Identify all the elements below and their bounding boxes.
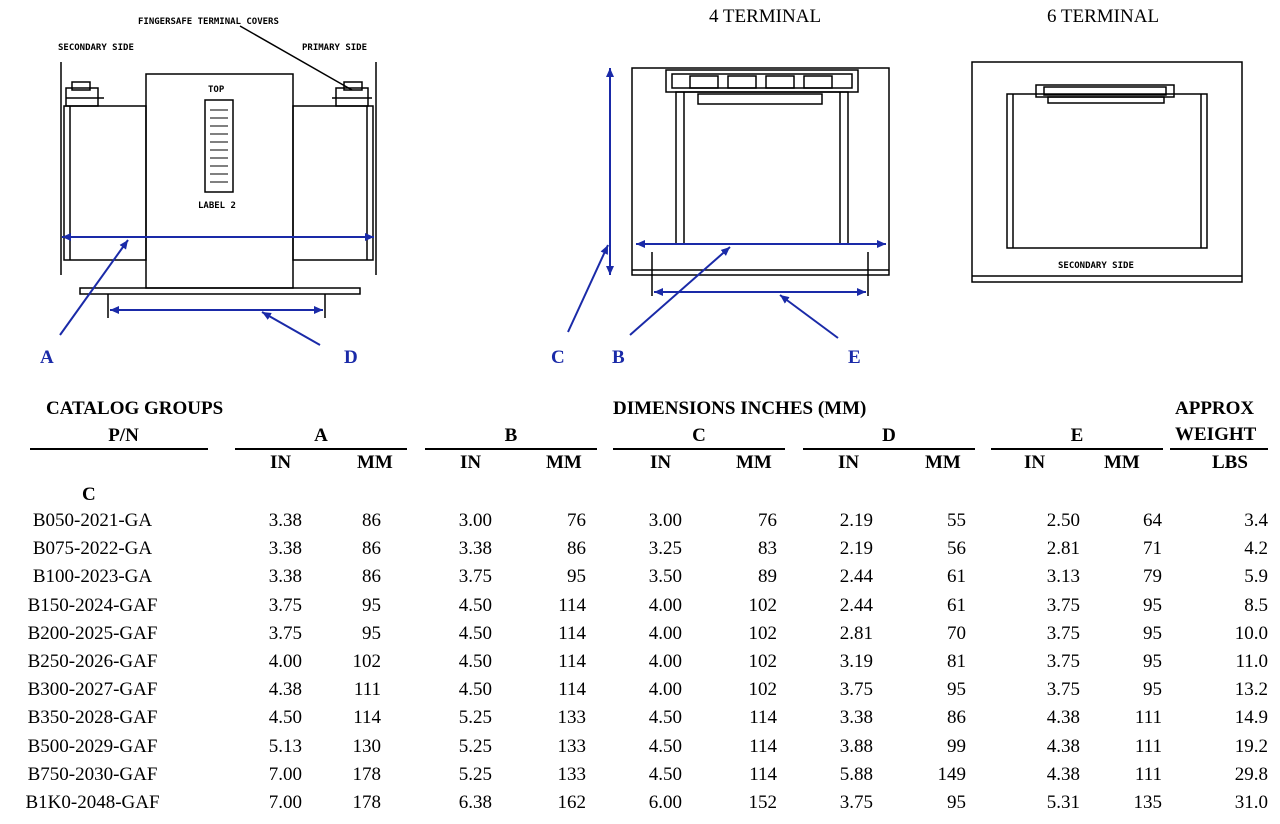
cell-a-mm: 95 (362, 594, 381, 616)
cell-b-mm: 114 (558, 622, 586, 644)
a-in-header: IN (270, 452, 292, 473)
col-d-header: D (882, 425, 896, 446)
cell-d-in: 2.44 (839, 566, 873, 588)
cell-c-mm: 76 (758, 510, 777, 531)
cell-e-mm: 135 (1133, 792, 1162, 813)
cell-c-mm: 83 (758, 538, 777, 560)
cell-pn: B200-2025-GAF (27, 622, 158, 644)
cell-a-mm: 111 (353, 679, 381, 701)
terminal-covers-label: FINGERSAFE TERMINAL COVERS (138, 17, 279, 27)
cell-b-in: 5.25 (458, 735, 492, 757)
side-view-drawing (61, 26, 376, 318)
cell-e-mm: 95 (1143, 679, 1162, 701)
cell-c-mm: 114 (749, 763, 777, 785)
cell-e-mm: 79 (1143, 566, 1162, 588)
col-d-rule (803, 448, 975, 450)
cell-b-in: 3.00 (458, 510, 492, 531)
cell-d-in: 3.19 (839, 651, 873, 672)
d-mm-header: MM (925, 452, 961, 473)
cell-c-in: 4.00 (648, 622, 682, 644)
cell-b-in: 3.75 (458, 566, 492, 588)
cell-b-in: 6.38 (458, 792, 492, 813)
cell-b-in: 5.25 (458, 763, 492, 785)
cell-b-in: 4.50 (458, 679, 492, 701)
cell-b-mm: 114 (558, 679, 586, 701)
cell-c-in: 6.00 (648, 792, 682, 813)
cell-a-in: 4.50 (268, 707, 302, 729)
cell-e-mm: 64 (1143, 510, 1162, 531)
cell-pn: B050-2021-GA (32, 510, 153, 531)
d-in-header: IN (838, 452, 860, 473)
cell-c-in: 3.50 (648, 566, 682, 588)
cell-pn: B350-2028-GAF (27, 707, 158, 729)
cell-a-in: 7.00 (268, 792, 302, 813)
cell-e-in: 4.38 (1046, 735, 1080, 757)
cell-b-mm: 114 (558, 651, 586, 672)
cell-b-in: 4.50 (458, 622, 492, 644)
col-a-rule (235, 448, 407, 450)
cell-d-in: 2.19 (839, 538, 873, 560)
cell-c-mm: 102 (748, 594, 777, 616)
cell-d-mm: 61 (947, 594, 966, 616)
cell-e-in: 2.50 (1046, 510, 1080, 531)
cell-lbs: 14.9 (1234, 707, 1268, 729)
cell-e-mm: 95 (1143, 651, 1162, 672)
cell-lbs: 8.5 (1244, 594, 1268, 616)
cell-b-in: 4.50 (458, 594, 492, 616)
cell-pn: B150-2024-GAF (27, 594, 158, 616)
cell-d-in: 3.75 (839, 792, 873, 813)
cell-c-in: 3.00 (648, 510, 682, 531)
cell-d-in: 3.38 (839, 707, 873, 729)
dimension-e-letter: E (848, 347, 861, 368)
cell-e-in: 3.75 (1046, 622, 1080, 644)
cell-d-mm: 95 (947, 792, 966, 813)
cell-c-in: 4.50 (648, 763, 682, 785)
col-b-rule (425, 448, 597, 450)
cell-lbs: 31.0 (1234, 792, 1268, 813)
cell-pn: B300-2027-GAF (27, 679, 158, 701)
col-b-header: B (504, 425, 518, 446)
cell-a-in: 4.00 (268, 651, 302, 672)
cell-e-mm: 111 (1134, 735, 1162, 757)
cell-e-mm: 95 (1143, 594, 1162, 616)
col-a-header: A (314, 425, 328, 446)
col-c-rule (613, 448, 785, 450)
cell-c-in: 4.00 (648, 594, 682, 616)
dimension-bce-lines (568, 68, 886, 338)
cell-b-mm: 114 (558, 594, 586, 616)
cell-c-mm: 102 (748, 651, 777, 672)
cell-a-in: 3.75 (268, 594, 302, 616)
cell-e-in: 3.75 (1046, 594, 1080, 616)
dimension-d-letter: D (344, 347, 358, 368)
top-label: TOP (208, 85, 225, 95)
dimension-d-line (110, 310, 323, 345)
cell-b-mm: 162 (557, 792, 586, 813)
cell-b-mm: 133 (557, 735, 586, 757)
cell-d-mm: 149 (937, 763, 966, 785)
cell-c-mm: 89 (758, 566, 777, 588)
pn-header: P/N (108, 425, 139, 446)
cell-d-mm: 86 (947, 707, 966, 729)
cell-b-mm: 76 (567, 510, 586, 531)
pn-header-rule (30, 448, 208, 450)
cell-c-in: 3.25 (648, 538, 682, 560)
weight-header-rule (1170, 448, 1268, 450)
col-e-rule (991, 448, 1163, 450)
cell-e-mm: 95 (1143, 622, 1162, 644)
cell-d-in: 3.88 (839, 735, 873, 757)
cell-e-in: 4.38 (1046, 707, 1080, 729)
cell-lbs: 3.4 (1244, 510, 1268, 531)
cell-lbs: 4.2 (1244, 538, 1268, 560)
cell-a-in: 7.00 (268, 763, 302, 785)
cell-lbs: 10.0 (1234, 622, 1268, 644)
catalog-groups-header: CATALOG GROUPS (46, 398, 224, 419)
six-terminal-drawing (972, 62, 1242, 282)
cell-d-mm: 55 (947, 510, 966, 531)
cell-pn: B250-2026-GAF (27, 651, 158, 672)
dimension-c-letter: C (551, 347, 565, 368)
weight-header: WEIGHT (1175, 424, 1257, 445)
cell-d-in: 2.19 (839, 510, 873, 531)
dimensions-header: DIMENSIONS INCHES (MM) (613, 398, 867, 419)
cell-a-mm: 178 (352, 763, 381, 785)
cell-a-in: 3.75 (268, 622, 302, 644)
cell-c-mm: 114 (749, 735, 777, 757)
cell-pn: B1K0-2048-GAF (25, 792, 160, 813)
cell-a-in: 3.38 (268, 538, 302, 560)
cell-d-in: 2.81 (839, 622, 873, 644)
cell-b-in: 5.25 (458, 707, 492, 729)
dimension-a-letter: A (40, 347, 54, 368)
cell-lbs: 19.2 (1234, 735, 1268, 757)
cell-a-mm: 130 (352, 735, 381, 757)
cell-c-mm: 102 (748, 622, 777, 644)
col-c-header: C (692, 425, 706, 446)
group-label: C (82, 484, 96, 505)
cell-pn: B075-2022-GA (32, 538, 153, 560)
cell-a-in: 4.38 (268, 679, 302, 701)
cell-e-mm: 111 (1134, 763, 1162, 785)
a-mm-header: MM (357, 452, 393, 473)
dimension-b-letter: B (612, 347, 625, 368)
cell-c-mm: 114 (749, 707, 777, 729)
six-secondary-side-label: SECONDARY SIDE (1058, 261, 1134, 271)
cell-e-in: 3.13 (1046, 566, 1080, 588)
b-mm-header: MM (546, 452, 582, 473)
four-terminal-drawing (632, 68, 889, 296)
cell-a-mm: 102 (352, 651, 381, 672)
dimension-drawings (0, 0, 1280, 390)
cell-d-mm: 99 (947, 735, 966, 757)
cell-b-mm: 133 (557, 707, 586, 729)
cell-pn: B750-2030-GAF (27, 763, 158, 785)
cell-a-mm: 178 (352, 792, 381, 813)
cell-lbs: 11.0 (1235, 651, 1268, 672)
cell-d-in: 3.75 (839, 679, 873, 701)
cell-e-in: 4.38 (1046, 763, 1080, 785)
cell-e-mm: 111 (1134, 707, 1162, 729)
c-in-header: IN (650, 452, 672, 473)
four-terminal-title: 4 TERMINAL (709, 6, 822, 27)
cell-lbs: 5.9 (1244, 566, 1268, 588)
cell-lbs: 29.8 (1234, 763, 1268, 785)
cell-c-in: 4.50 (648, 707, 682, 729)
cell-a-mm: 86 (362, 538, 381, 560)
cell-b-mm: 86 (567, 538, 586, 560)
label-2-text: LABEL 2 (198, 201, 236, 211)
cell-c-in: 4.50 (648, 735, 682, 757)
e-in-header: IN (1024, 452, 1046, 473)
lbs-header: LBS (1212, 452, 1248, 473)
cell-e-in: 3.75 (1046, 651, 1080, 672)
cell-b-in: 4.50 (458, 651, 492, 672)
cell-pn: B500-2029-GAF (27, 735, 158, 757)
approx-header: APPROX (1175, 398, 1255, 419)
cell-lbs: 13.2 (1234, 679, 1268, 701)
cell-pn: B100-2023-GA (32, 566, 153, 588)
b-in-header: IN (460, 452, 482, 473)
cell-d-mm: 56 (947, 538, 966, 560)
cell-c-in: 4.00 (648, 679, 682, 701)
cell-d-mm: 95 (947, 679, 966, 701)
cell-e-in: 2.81 (1046, 538, 1080, 560)
cell-b-mm: 95 (567, 566, 586, 588)
cell-b-in: 3.38 (458, 538, 492, 560)
six-terminal-title: 6 TERMINAL (1047, 6, 1160, 27)
cell-e-in: 5.31 (1046, 792, 1080, 813)
cell-d-in: 2.44 (839, 594, 873, 616)
e-mm-header: MM (1104, 452, 1140, 473)
dimension-a-line (60, 237, 374, 335)
cell-a-in: 3.38 (268, 566, 302, 588)
cell-a-mm: 95 (362, 622, 381, 644)
cell-a-mm: 114 (353, 707, 381, 729)
cell-d-mm: 81 (947, 651, 966, 672)
c-mm-header: MM (736, 452, 772, 473)
cell-d-in: 5.88 (839, 763, 873, 785)
cell-a-in: 5.13 (268, 735, 302, 757)
cell-c-in: 4.00 (648, 651, 682, 672)
cell-a-in: 3.38 (268, 510, 302, 531)
cell-d-mm: 70 (947, 622, 966, 644)
cell-a-mm: 86 (362, 566, 381, 588)
cell-b-mm: 133 (557, 763, 586, 785)
col-e-header: E (1070, 425, 1084, 446)
cell-d-mm: 61 (947, 566, 966, 588)
cell-c-mm: 152 (748, 792, 777, 813)
cell-a-mm: 86 (362, 510, 381, 531)
cell-c-mm: 102 (748, 679, 777, 701)
secondary-side-label: SECONDARY SIDE (58, 43, 134, 53)
cell-e-mm: 71 (1143, 538, 1162, 560)
cell-e-in: 3.75 (1046, 679, 1080, 701)
primary-side-label: PRIMARY SIDE (302, 43, 368, 53)
